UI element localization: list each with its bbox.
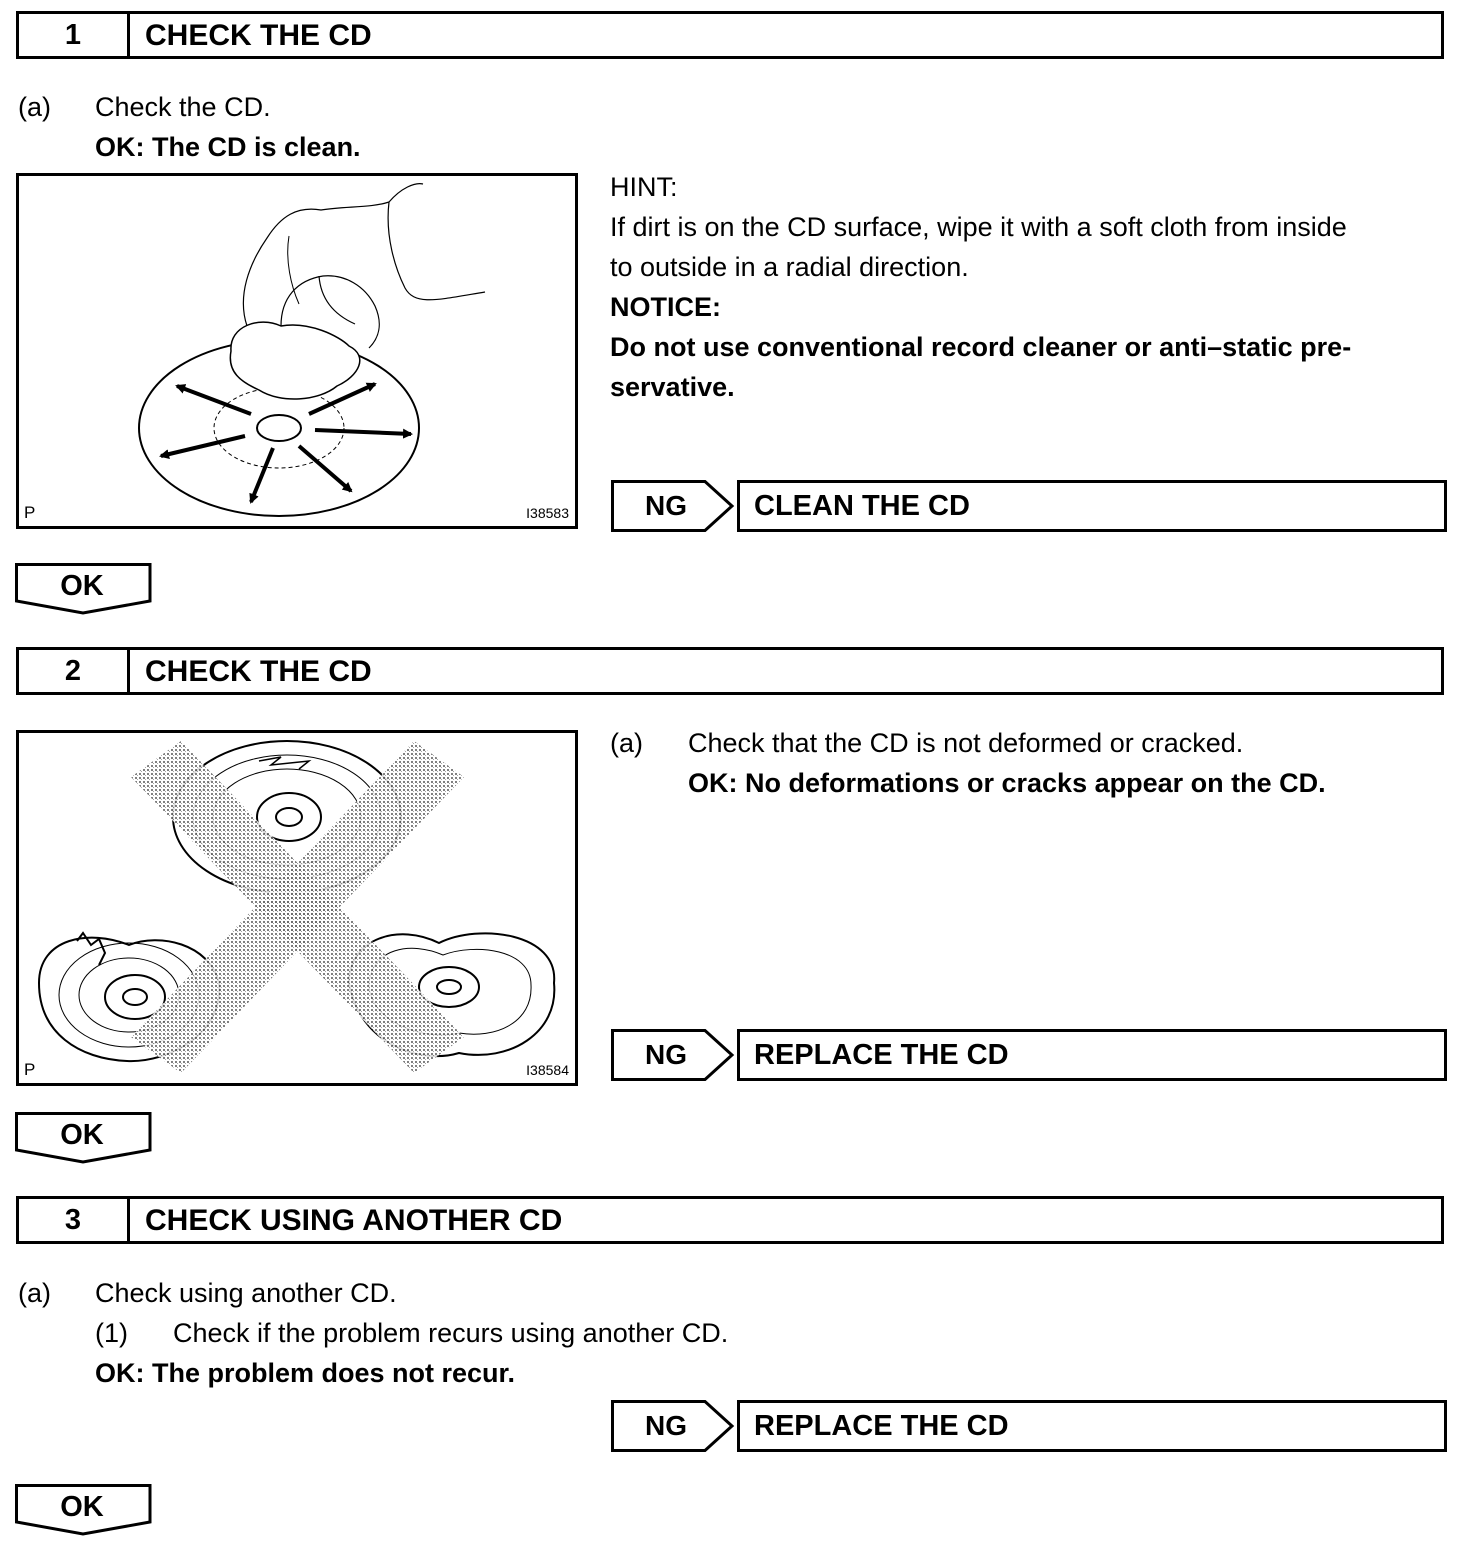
figure-code-prefix: P (24, 1060, 36, 1079)
step-2-header (16, 647, 1444, 695)
sub-item-text: Check that the CD is not deformed or cracked. (688, 728, 1244, 758)
sub-item-text: Check the CD. (95, 92, 271, 122)
ng-label: NG (645, 490, 687, 521)
step-title: CHECK USING ANOTHER CD (145, 1204, 563, 1237)
step-1-header (16, 11, 1444, 59)
damaged-cd-figure (16, 730, 578, 1086)
step-number: 2 (19, 650, 130, 692)
ng-result-action: CLEAN THE CD (737, 480, 1447, 532)
sub-item-marker: (a) (610, 728, 643, 758)
notice-label: NOTICE: (610, 292, 721, 322)
figure-code: I38583 (526, 505, 569, 521)
sub-item-text: Check using another CD. (95, 1278, 397, 1308)
notice-text-line-1: Do not use conventional record cleaner or anti–static pre- (610, 332, 1352, 362)
figure-code: I38584 (526, 1062, 569, 1078)
step-title: CHECK THE CD (145, 655, 372, 688)
ok-branch-tag (15, 1484, 153, 1536)
ng-branch (611, 480, 1447, 532)
step-number: 3 (19, 1199, 130, 1241)
notice-text-line-2: servative. (610, 372, 735, 402)
deformed-cracked-cd-illustration (19, 733, 575, 1083)
step-3-header (16, 1196, 1444, 1244)
figure-code-prefix: P (24, 503, 36, 522)
step-number: 1 (19, 14, 130, 56)
sub-item-marker: (a) (18, 92, 51, 122)
ok-branch-tag (15, 1112, 153, 1164)
sub-sub-item-marker: (1) (95, 1318, 128, 1348)
sub-sub-item-text: Check if the problem recurs using another CD. (173, 1318, 729, 1348)
ng-result-action: REPLACE THE CD (737, 1400, 1447, 1452)
ng-branch (611, 1400, 1447, 1452)
cd-cleaning-figure (16, 173, 578, 529)
ng-label: NG (645, 1410, 687, 1441)
ng-result-action: REPLACE THE CD (737, 1029, 1447, 1081)
ok-label: OK (60, 570, 104, 602)
ok-label: OK (60, 1119, 104, 1151)
hint-label: HINT: (610, 172, 678, 202)
step-title: CHECK THE CD (145, 19, 372, 52)
hint-text-line-1: If dirt is on the CD surface, wipe it with a soft cloth from inside (610, 212, 1347, 242)
ng-branch (611, 1029, 1447, 1081)
sub-item-marker: (a) (18, 1278, 51, 1308)
ok-criteria: OK: The CD is clean. (95, 132, 361, 162)
ok-criteria: OK: No deformations or cracks appear on the CD. (688, 768, 1326, 798)
ok-branch-tag (15, 563, 153, 615)
ok-criteria: OK: The problem does not recur. (95, 1358, 516, 1388)
ng-label: NG (645, 1039, 687, 1070)
hand-wiping-cd-illustration (19, 176, 575, 526)
ok-label: OK (60, 1491, 104, 1523)
hint-text-line-2: to outside in a radial direction. (610, 252, 969, 282)
